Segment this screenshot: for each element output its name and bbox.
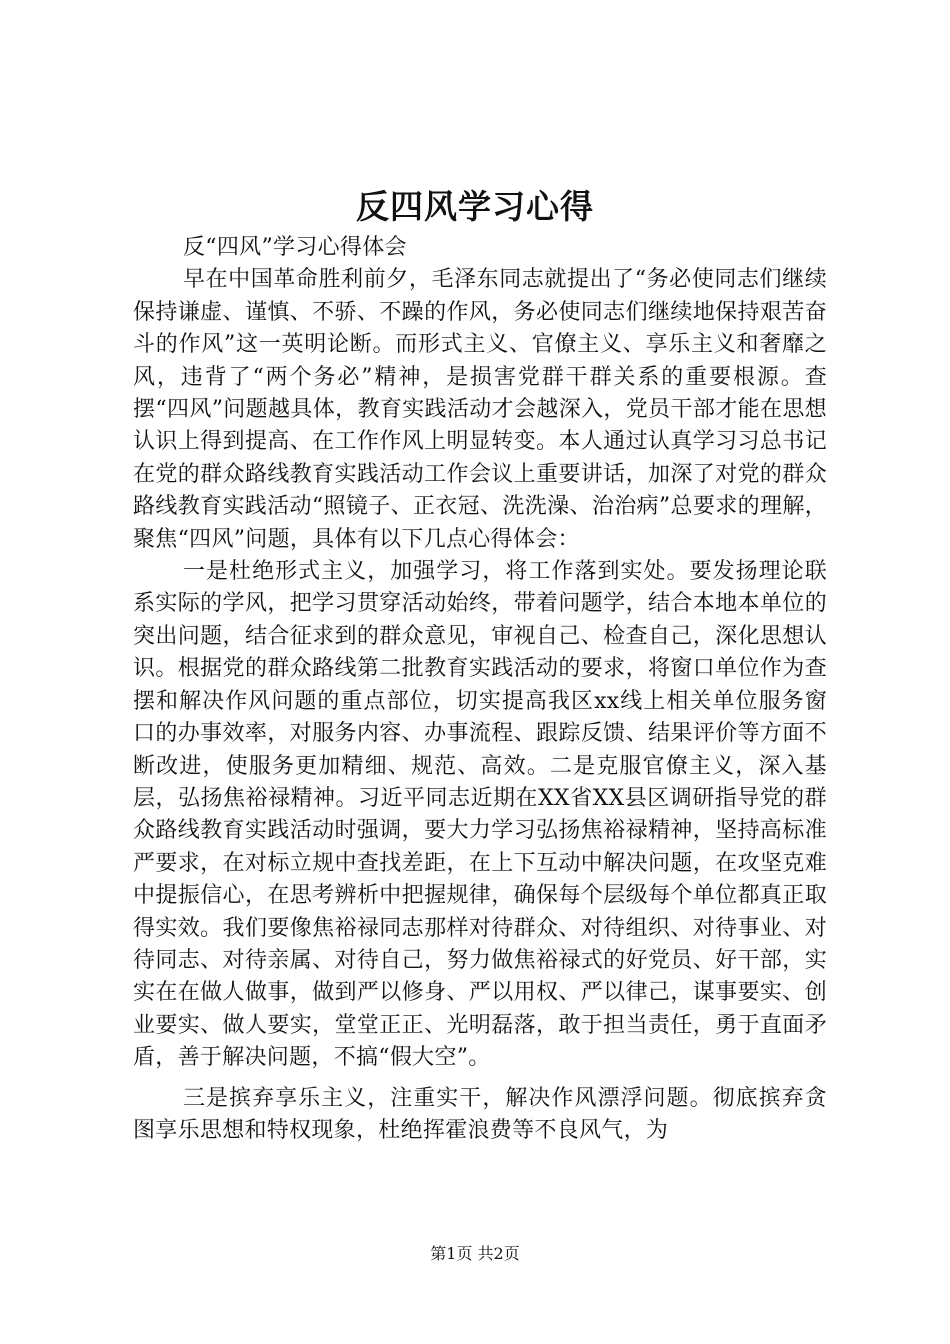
page-number-footer: 第1页 共2页 bbox=[430, 1244, 520, 1263]
document-title: 反四风学习心得 bbox=[356, 187, 594, 226]
document-body bbox=[133, 232, 827, 1147]
paragraph-first-second-point: 一是杜绝形式主义，加强学习，将工作落到实处。要发扬理论联系实际的学风，把学习贯穿活动始终，带着问题学，结合本地本单位的突出问题，结合征求到的群众意见，审视自己、检查自己，深化思想认识。根据党的群众路线第二批教育实践活动的要求，将窗口单位作为查摆和解决作风问题的重点部位，切实提高我区xx线上相关单位服务窗口的办事效率，对服务内容、办事流程、跟踪反馈、结果评价等方面不断改进，使服务更加精细、规范、高效。二是克服官僚主义，深入基层，弘扬焦裕禄精神。习近平同志近期在XX省XX县区调研指导党的群众路线教育实践活动时强调，要大力学习弘扬焦裕禄精神，坚持高标准严要求，在对标立规中查找差距，在上下互动中解决问题，在攻坚克难中提振信心，在思考辨析中把握规律，确保每个层级每个单位都真正取得实效。我们要像焦裕禄同志那样对待群众、对待组织、对待事业、对待同志、对待亲属、对待自己，努力做焦裕禄式的好党员、好干部，实实在在做人做事，做到严以修身、严以用权、严以律己，谋事要实、创业要实、做人要实，堂堂正正、光明磊落，敢于担当责任，勇于直面矛盾，善于解决问题，不搞“假大空”。 bbox=[133, 559, 827, 1071]
document-subtitle: 反“四风”学习心得体会 bbox=[183, 235, 407, 260]
paragraph-intro: 早在中国革命胜利前夕，毛泽东同志就提出了“务必使同志们继续保持谦虚、谨慎、不骄、不躁的作风，务必使同志们继续地保持艰苦奋斗的作风”这一英明论断。而形式主义、官僚主义、享乐主义和奢靡之风，违背了“两个务必”精神，是损害党群干群关系的重要根源。查摆“四风”问题越具体，教育实践活动才会越深入，党员干部才能在思想认识上得到提高、在工作作风上明显转变。本人通过认真学习习总书记在党的群众路线教育实践活动工作会议上重要讲话，加深了对党的群众路线教育实践活动“照镜子、正衣冠、洗洗澡、治治病”总要求的理解，聚焦“四风”问题，具体有以下几点心得体会： bbox=[133, 267, 827, 552]
paragraph-third-point: 三是摈弃享乐主义，注重实干，解决作风漂浮问题。彻底摈弃贪图享乐思想和特权现象，杜绝挥霍浪费等不良风气，为 bbox=[133, 1085, 827, 1143]
